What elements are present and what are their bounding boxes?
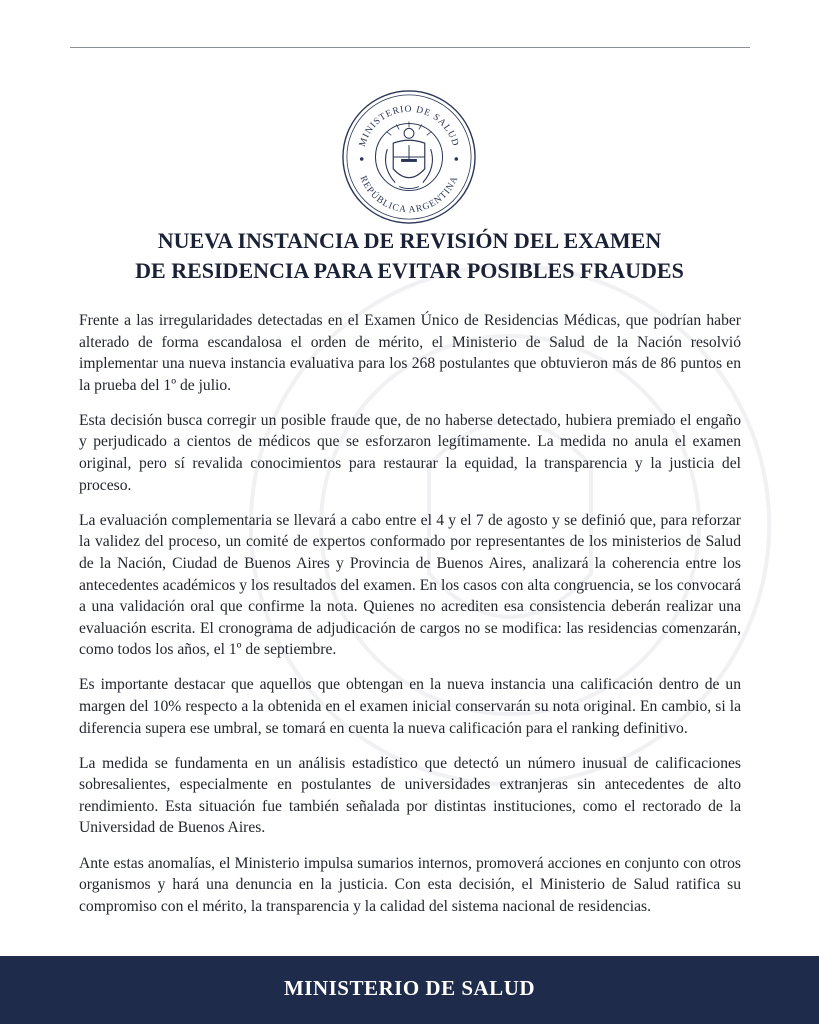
- seal-bottom-text: REPÚBLICA ARGENTINA: [357, 174, 461, 216]
- paragraph-5: La medida se fundamenta en un análisis estadístico que detectó un número inusual de calificaciones sobresalientes, especialmente en postulantes de universidades extranjeras sin antecedentes de alto rendimiento. Esta situación fue también señalada por distintas instituciones, como el rectorado de la Universidad de Buenos Aires.: [79, 754, 741, 837]
- footer-ministry-name: MINISTERIO DE SALUD: [283, 976, 536, 1000]
- paragraph-6: Ante estas anomalías, el Ministerio impulsa sumarios internos, promoverá acciones en conjunto con otros organismos y hará una denuncia en la justicia. Con esta decisión, el Ministerio de Salud ratifica su compromiso con el mérito, la transparencia y la calidad del sistema nacional de residencias.: [79, 854, 741, 915]
- footer-bar: [0, 956, 819, 1024]
- press-release-body: [79, 310, 741, 931]
- seal-top-text: MINISTERIO DE SALUD: [357, 104, 461, 149]
- top-divider: [70, 47, 750, 48]
- title-line-2: DE RESIDENCIA PARA EVITAR POSIBLES FRAUDES: [135, 258, 684, 283]
- paragraph-2: Esta decisión busca corregir un posible fraude que, de no haberse detectado, hubiera premiado el engaño y perjudicado a cientos de médicos que se esforzaron legítimamente. La medida no anula el examen original, pero sí revalida conocimientos para restaurar la equidad, la transparencia y la justicia del proceso.: [79, 411, 741, 494]
- paragraph-1: Frente a las irregularidades detectadas en el Examen Único de Residencias Médicas, que podrían haber alterado de forma escandalosa el orden de mérito, el Ministerio de Salud de la Nación resolvió implementar una nueva instancia evaluativa para los 268 postulantes que obtuvieron más de 86 puntos en la prueba del 1º de julio.: [79, 312, 741, 394]
- title-line-1: NUEVA INSTANCIA DE REVISIÓN DEL EXAMEN: [157, 228, 662, 253]
- svg-text:REPÚBLICA ARGENTINA: [357, 175, 460, 216]
- page-title: [40, 226, 779, 286]
- paragraph-3: La evaluación complementaria se llevará a cabo entre el 4 y el 7 de agosto y se definió que, para reforzar la validez del proceso, un comité de expertos conformado por representantes de los ministerios de Salud de la Nación, Ciudad de Buenos Aires y Provincia de Buenos Aires, analizará la coherencia entre los antecedentes académicos y los resultados del examen. En los casos con alta congruencia, se los convocará a una validación oral que confirme la nota. Quienes no acrediten esa consistencia deberán realizar una evaluación escrita. El cronograma de adjudicación de cargos no se modifica: las residencias comenzarán, como todos los años, el 1º de septiembre.: [79, 511, 741, 659]
- paragraph-4: Es importante destacar que aquellos que obtengan en la nueva instancia una calificación dentro de un margen del 10% respecto a la obtenida en el examen inicial conservarán su nota original. En cambio, si la diferencia supera ese umbral, se tomará en cuenta la nueva calificación para el ranking definitivo.: [79, 676, 741, 737]
- ministerio-seal-icon: [340, 88, 478, 226]
